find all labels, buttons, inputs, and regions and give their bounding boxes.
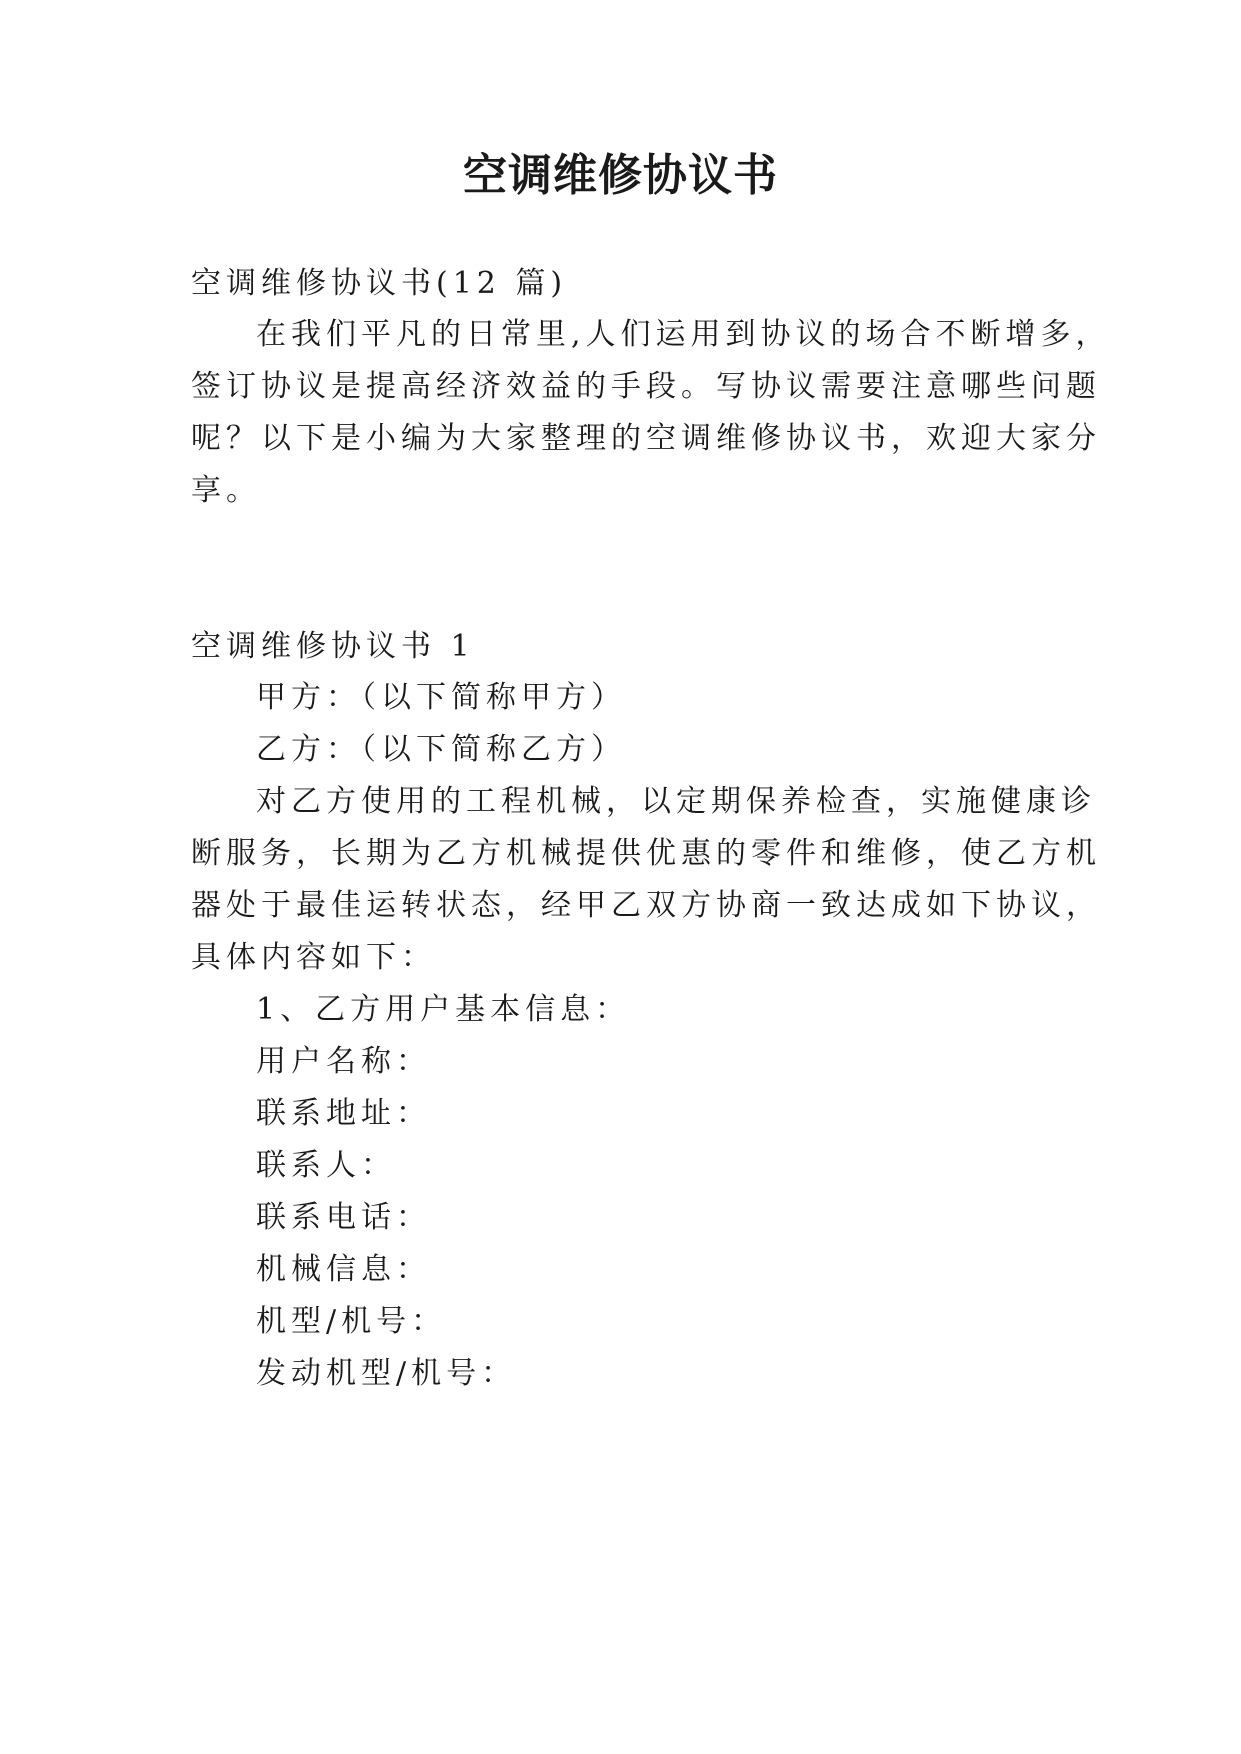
intro-paragraph-line: 享。: [191, 473, 261, 508]
intro-paragraph-line: 在我们平凡的日常里,人们运用到协议的场合不断增多，: [256, 317, 1111, 352]
party-a-line: 甲方：（以下简称甲方）: [256, 680, 626, 715]
intro-paragraph-line: 呢？以下是小编为大家整理的空调维修协议书，欢迎大家分: [191, 421, 1101, 456]
field-contact-address: 联系地址：: [256, 1096, 431, 1131]
field-machine-info: 机械信息：: [256, 1252, 431, 1287]
field-model-number: 机型/机号：: [256, 1304, 447, 1339]
section-1-paragraph-line: 具体内容如下：: [191, 940, 436, 975]
document-title: 空调维修协议书: [463, 150, 778, 201]
party-b-line: 乙方：（以下简称乙方）: [256, 732, 626, 767]
section-1-paragraph-line: 器处于最佳运转状态，经甲乙双方协商一致达成如下协议，: [191, 888, 1101, 923]
intro-heading: 空调维修协议书(12 篇): [191, 266, 568, 301]
section-1-paragraph-line: 对乙方使用的工程机械，以定期保养检查，实施健康诊: [256, 784, 1096, 819]
field-contact-person: 联系人：: [256, 1148, 396, 1183]
section-1-heading: 空调维修协议书 1: [191, 629, 475, 664]
field-contact-phone: 联系电话：: [256, 1200, 431, 1235]
item-1-heading: 1、乙方用户基本信息：: [256, 992, 631, 1027]
intro-paragraph-line: 签订协议是提高经济效益的手段。写协议需要注意哪些问题: [191, 369, 1101, 404]
section-1-paragraph-line: 断服务，长期为乙方机械提供优惠的零件和维修，使乙方机: [191, 836, 1101, 871]
field-user-name: 用户名称：: [256, 1044, 431, 1079]
field-engine-model-number: 发动机型/机号：: [256, 1356, 517, 1391]
